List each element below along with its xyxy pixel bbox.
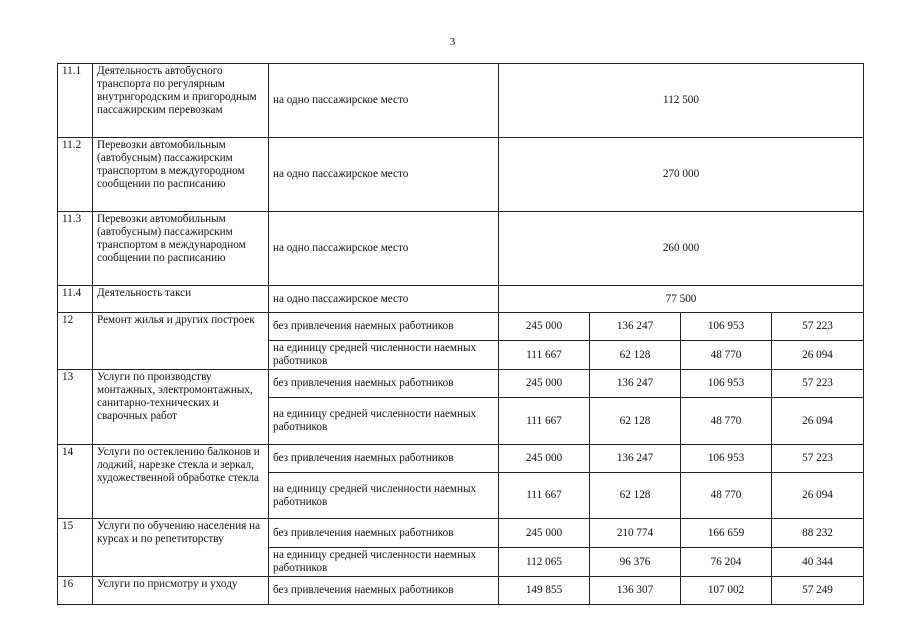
unit-label: на единицу средней численности наемных работников bbox=[269, 341, 499, 370]
value-cell: 62 128 bbox=[590, 398, 681, 445]
value-cell: 245 000 bbox=[499, 519, 590, 548]
activity-name: Деятельность автобусного транспорта по регулярным внутригородским и пригородным пассажирским перевозкам bbox=[93, 64, 269, 138]
value-cell: 26 094 bbox=[772, 398, 864, 445]
value-cell: 136 247 bbox=[590, 370, 681, 398]
activity-name: Деятельность такси bbox=[93, 286, 269, 313]
unit-label: на одно пассажирское место bbox=[269, 286, 499, 313]
merged-value: 112 500 bbox=[499, 64, 864, 138]
table-row bbox=[58, 370, 864, 398]
row-number: 11.3 bbox=[58, 212, 93, 286]
row-number: 14 bbox=[58, 445, 93, 519]
activity-name: Ремонт жилья и других построек bbox=[93, 313, 269, 370]
activity-name: Перевозки автомобильным (автобусным) пассажирским транспортом в междугородном сообщении по расписанию bbox=[93, 138, 269, 212]
value-cell: 96 376 bbox=[590, 548, 681, 577]
table-row bbox=[58, 286, 864, 313]
value-cell: 40 344 bbox=[772, 548, 864, 577]
unit-label: на единицу средней численности наемных работников bbox=[269, 473, 499, 519]
table-row bbox=[58, 445, 864, 473]
merged-value: 260 000 bbox=[499, 212, 864, 286]
merged-value: 270 000 bbox=[499, 138, 864, 212]
activity-name: Услуги по обучению населения на курсах и по репетиторству bbox=[93, 519, 269, 577]
value-cell: 26 094 bbox=[772, 473, 864, 519]
value-cell: 26 094 bbox=[772, 341, 864, 370]
value-cell: 136 247 bbox=[590, 445, 681, 473]
value-cell: 88 232 bbox=[772, 519, 864, 548]
row-number: 11.4 bbox=[58, 286, 93, 313]
table-row bbox=[58, 313, 864, 341]
value-cell: 112 065 bbox=[499, 548, 590, 577]
activity-name: Услуги по присмотру и уходу bbox=[93, 577, 269, 605]
unit-label: на одно пассажирское место bbox=[269, 64, 499, 138]
row-number: 11.1 bbox=[58, 64, 93, 138]
row-number: 12 bbox=[58, 313, 93, 370]
value-cell: 245 000 bbox=[499, 370, 590, 398]
unit-label: без привлечения наемных работников bbox=[269, 313, 499, 341]
activity-name: Услуги по остеклению балконов и лоджий, нарезке стекла и зеркал, художественной обработке стекла bbox=[93, 445, 269, 519]
activity-name: Перевозки автомобильным (автобусным) пассажирским транспортом в международном сообщении по расписанию bbox=[93, 212, 269, 286]
row-number: 16 bbox=[58, 577, 93, 605]
value-cell: 136 307 bbox=[590, 577, 681, 605]
value-cell: 136 247 bbox=[590, 313, 681, 341]
value-cell: 106 953 bbox=[681, 370, 772, 398]
value-cell: 106 953 bbox=[681, 313, 772, 341]
unit-label: без привлечения наемных работников bbox=[269, 370, 499, 398]
value-cell: 62 128 bbox=[590, 473, 681, 519]
value-cell: 111 667 bbox=[499, 398, 590, 445]
value-cell: 245 000 bbox=[499, 445, 590, 473]
unit-label: на одно пассажирское место bbox=[269, 212, 499, 286]
activity-name: Услуги по производству монтажных, электромонтажных, санитарно-технических и сварочных работ bbox=[93, 370, 269, 445]
row-number: 11.2 bbox=[58, 138, 93, 212]
merged-value: 77 500 bbox=[499, 286, 864, 313]
table-row bbox=[58, 212, 864, 286]
value-cell: 48 770 bbox=[681, 473, 772, 519]
table-body bbox=[58, 64, 864, 605]
unit-label: без привлечения наемных работников bbox=[269, 519, 499, 548]
table-row bbox=[58, 64, 864, 138]
table-row bbox=[58, 138, 864, 212]
value-cell: 57 223 bbox=[772, 370, 864, 398]
row-number: 15 bbox=[58, 519, 93, 577]
unit-label: на единицу средней численности наемных работников bbox=[269, 398, 499, 445]
unit-label: без привлечения наемных работников bbox=[269, 445, 499, 473]
value-cell: 107 002 bbox=[681, 577, 772, 605]
value-cell: 57 223 bbox=[772, 445, 864, 473]
value-cell: 48 770 bbox=[681, 398, 772, 445]
value-cell: 149 855 bbox=[499, 577, 590, 605]
value-cell: 48 770 bbox=[681, 341, 772, 370]
value-cell: 57 249 bbox=[772, 577, 864, 605]
value-cell: 62 128 bbox=[590, 341, 681, 370]
unit-label: на одно пассажирское место bbox=[269, 138, 499, 212]
value-cell: 76 204 bbox=[681, 548, 772, 577]
value-cell: 106 953 bbox=[681, 445, 772, 473]
row-number: 13 bbox=[58, 370, 93, 445]
page-number: 3 bbox=[449, 36, 456, 48]
value-cell: 111 667 bbox=[499, 341, 590, 370]
table-row bbox=[58, 577, 864, 605]
value-cell: 210 774 bbox=[590, 519, 681, 548]
value-cell: 111 667 bbox=[499, 473, 590, 519]
unit-label: без привлечения наемных работников bbox=[269, 577, 499, 605]
value-cell: 166 659 bbox=[681, 519, 772, 548]
tax-rate-table bbox=[57, 63, 864, 605]
unit-label: на единицу средней численности наемных работников bbox=[269, 548, 499, 577]
table-row bbox=[58, 519, 864, 548]
value-cell: 245 000 bbox=[499, 313, 590, 341]
value-cell: 57 223 bbox=[772, 313, 864, 341]
